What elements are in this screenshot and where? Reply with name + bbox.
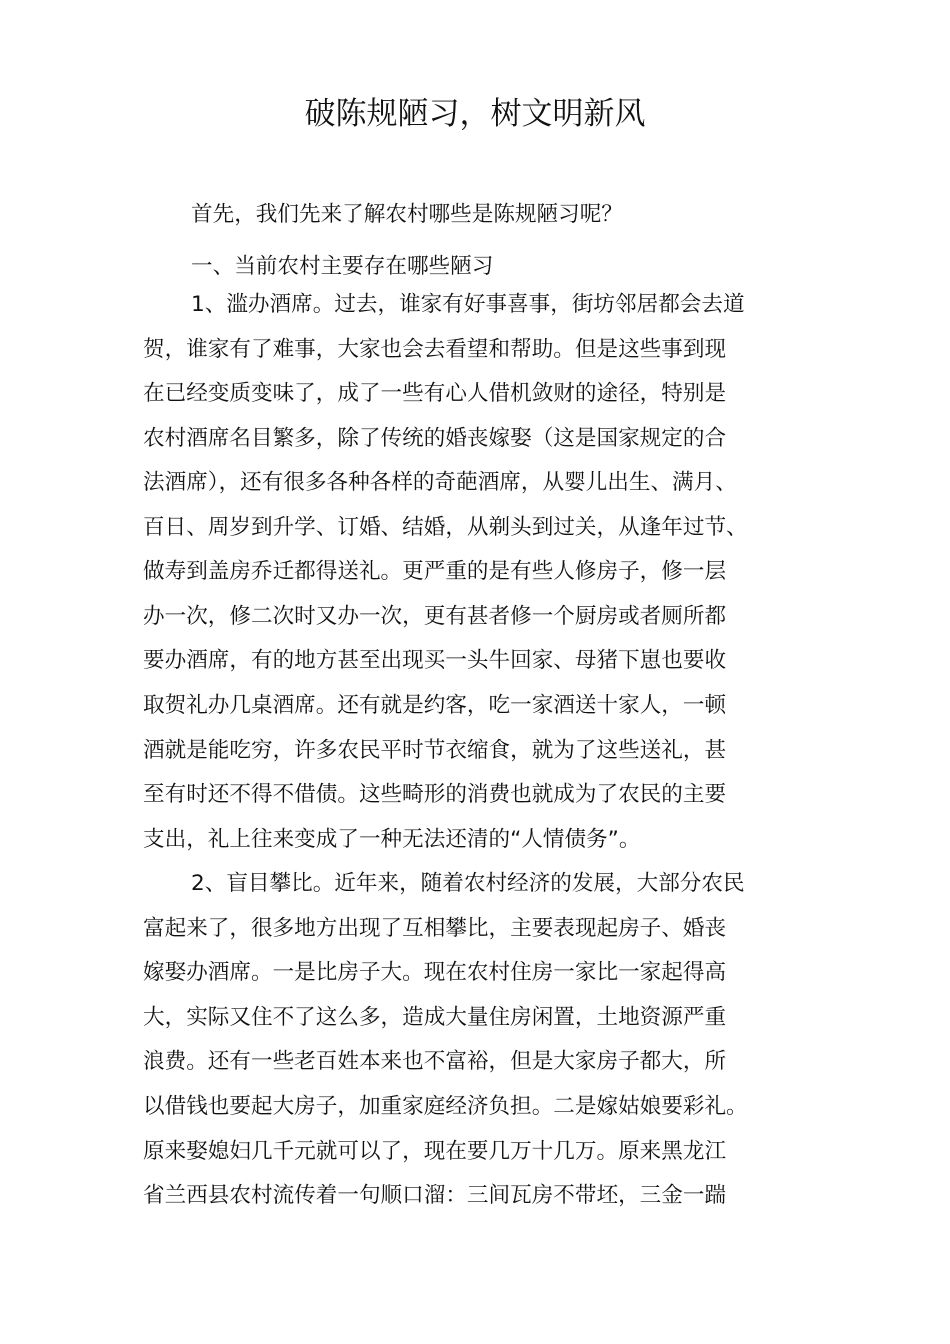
paragraph-line: 富起来了，很多地方出现了互相攀比，主要表现起房子、婚丧: [143, 916, 727, 941]
document-title: 破陈规陋习，树文明新风: [304, 96, 646, 132]
paragraph-line: 原来娶媳妇几千元就可以了，现在要几万十几万。原来黑龙江: [143, 1139, 727, 1164]
paragraph-line: 一、当前农村主要存在哪些陋习: [191, 254, 494, 279]
paragraph-line: 取贺礼办几桌酒席。还有就是约客，吃一家酒送十家人，一顿: [143, 693, 727, 718]
paragraph-line: 农村酒席名目繁多，除了传统的婚丧嫁娶（这是国家规定的合: [143, 426, 727, 451]
paragraph-line: 法酒席），还有很多各种各样的奇葩酒席，从婴儿出生、满月、: [143, 470, 737, 495]
paragraph-line: 要办酒席，有的地方甚至出现买一头牛回家、母猪下崽也要收: [143, 648, 727, 673]
paragraph-line: 百日、周岁到升学、订婚、结婚，从剃头到过关，从逢年过节、: [143, 515, 748, 540]
paragraph-line: 办一次，修二次时又办一次，更有甚者修一个厨房或者厕所都: [143, 604, 727, 629]
paragraph-line: 1、滥办酒席。过去，谁家有好事喜事，街坊邻居都会去道: [191, 292, 745, 317]
paragraph-line: 浪费。还有一些老百姓本来也不富裕，但是大家房子都大，所: [143, 1049, 727, 1074]
paragraph-line: 首先，我们先来了解农村哪些是陈规陋习呢？: [191, 202, 623, 227]
paragraph-line: 以借钱也要起大房子，加重家庭经济负担。二是嫁姑娘要彩礼。: [143, 1094, 748, 1119]
paragraph-line: 大，实际又住不了这么多，造成大量住房闲置，土地资源严重: [143, 1005, 727, 1030]
paragraph-line: 支出，礼上往来变成了一种无法还清的“人情债务”。: [143, 827, 641, 852]
paragraph-line: 做寿到盖房乔迁都得送礼。更严重的是有些人修房子，修一层: [143, 559, 727, 584]
paragraph-line: 在已经变质变味了，成了一些有心人借机敛财的途径，特别是: [143, 381, 727, 406]
paragraph-line: 至有时还不得不借债。这些畸形的消费也就成为了农民的主要: [143, 782, 727, 807]
paragraph-line: 酒就是能吃穷，许多农民平时节衣缩食，就为了这些送礼，甚: [143, 738, 727, 763]
paragraph-line: 嫁娶办酒席。一是比房子大。现在农村住房一家比一家起得高: [143, 960, 727, 985]
paragraph-line: 贺，谁家有了难事，大家也会去看望和帮助。但是这些事到现: [143, 337, 727, 362]
paragraph-line: 2、盲目攀比。近年来，随着农村经济的发展，大部分农民: [191, 871, 745, 896]
paragraph-line: 省兰西县农村流传着一句顺口溜：三间瓦房不带坯，三金一踹: [143, 1183, 727, 1208]
